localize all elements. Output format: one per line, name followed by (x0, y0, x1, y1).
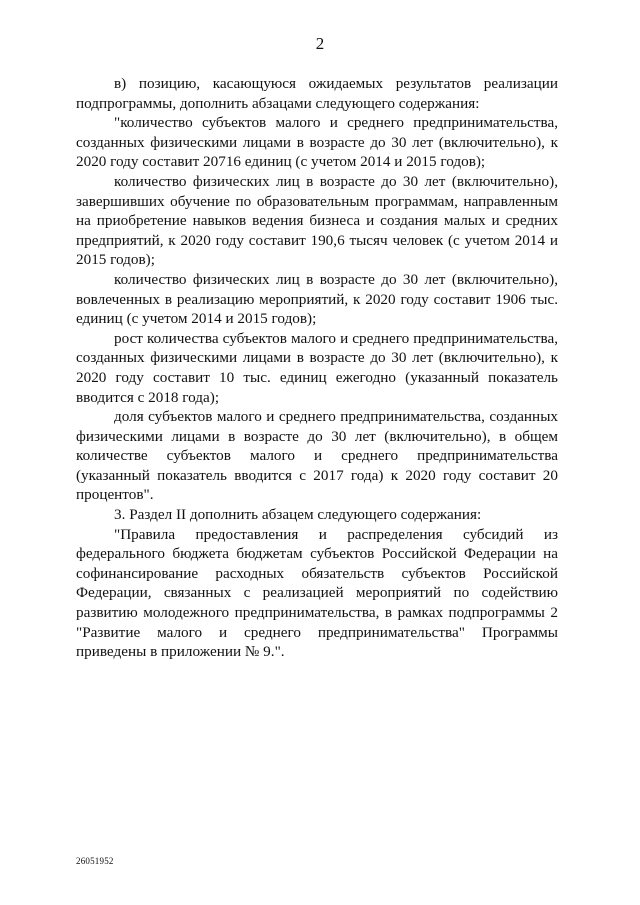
paragraph-smb-share: доля субъектов малого и среднего предпринимательства, созданных физическими лицами в возрасте до 30 лет (включительно), в общем количестве субъектов малого и среднего предпринимательства (указанный показатель вводится с 2017 года) к 2020 году составит 20 процентов". (76, 408, 558, 504)
document-body (76, 74, 558, 662)
paragraph-smb-count: "количество субъектов малого и среднего предпринимательства, созданных физическими лицами в возрасте до 30 лет (включительно), к 2020 году составит 20716 единиц (с учетом 2014 и 2015 годов); (76, 114, 558, 171)
paragraph-smb-growth: рост количества субъектов малого и среднего предпринимательства, созданных физическими лицами в возрасте до 30 лет (включительно), к 2020 году составит 10 тыс. единиц ежегодно (указанный показатель вводится с 2018 года); (76, 329, 558, 406)
paragraph-section-3: 3. Раздел II дополнить абзацем следующего содержания: (114, 506, 482, 524)
paragraph-subsidy-rules: "Правила предоставления и распределения субсидий из федерального бюджета бюджетам субъектов Российской Федерации на софинансирование расходных обязательств субъектов Российской Федерации, связанных с реализацией мероприятий по содействию развитию молодежного предпринимательства, в рамках подпрограммы 2 "Развитие малого и среднего предпринимательства" Программы приведены в приложении № 9.". (76, 525, 558, 661)
paragraph-item-c: в) позицию, касающуюся ожидаемых результатов реализации подпрограммы, дополнить абзацами следующего содержания: (76, 75, 558, 112)
document-code: 26051952 (76, 856, 114, 866)
page-number: 2 (315, 34, 325, 53)
paragraph-trained-persons: количество физических лиц в возрасте до 30 лет (включительно), завершивших обучение по образовательным программам, направленным на приобретение навыков ведения бизнеса и создания малых и средних предприятий, к 2020 году составит 190,6 тысяч человек (с учетом 2014 и 2015 годов); (76, 172, 558, 269)
paragraph-involved-persons: количество физических лиц в возрасте до 30 лет (включительно), вовлеченных в реализацию мероприятий, к 2020 году составит 1906 тыс. единиц (с учетом 2014 и 2015 годов); (76, 270, 558, 328)
